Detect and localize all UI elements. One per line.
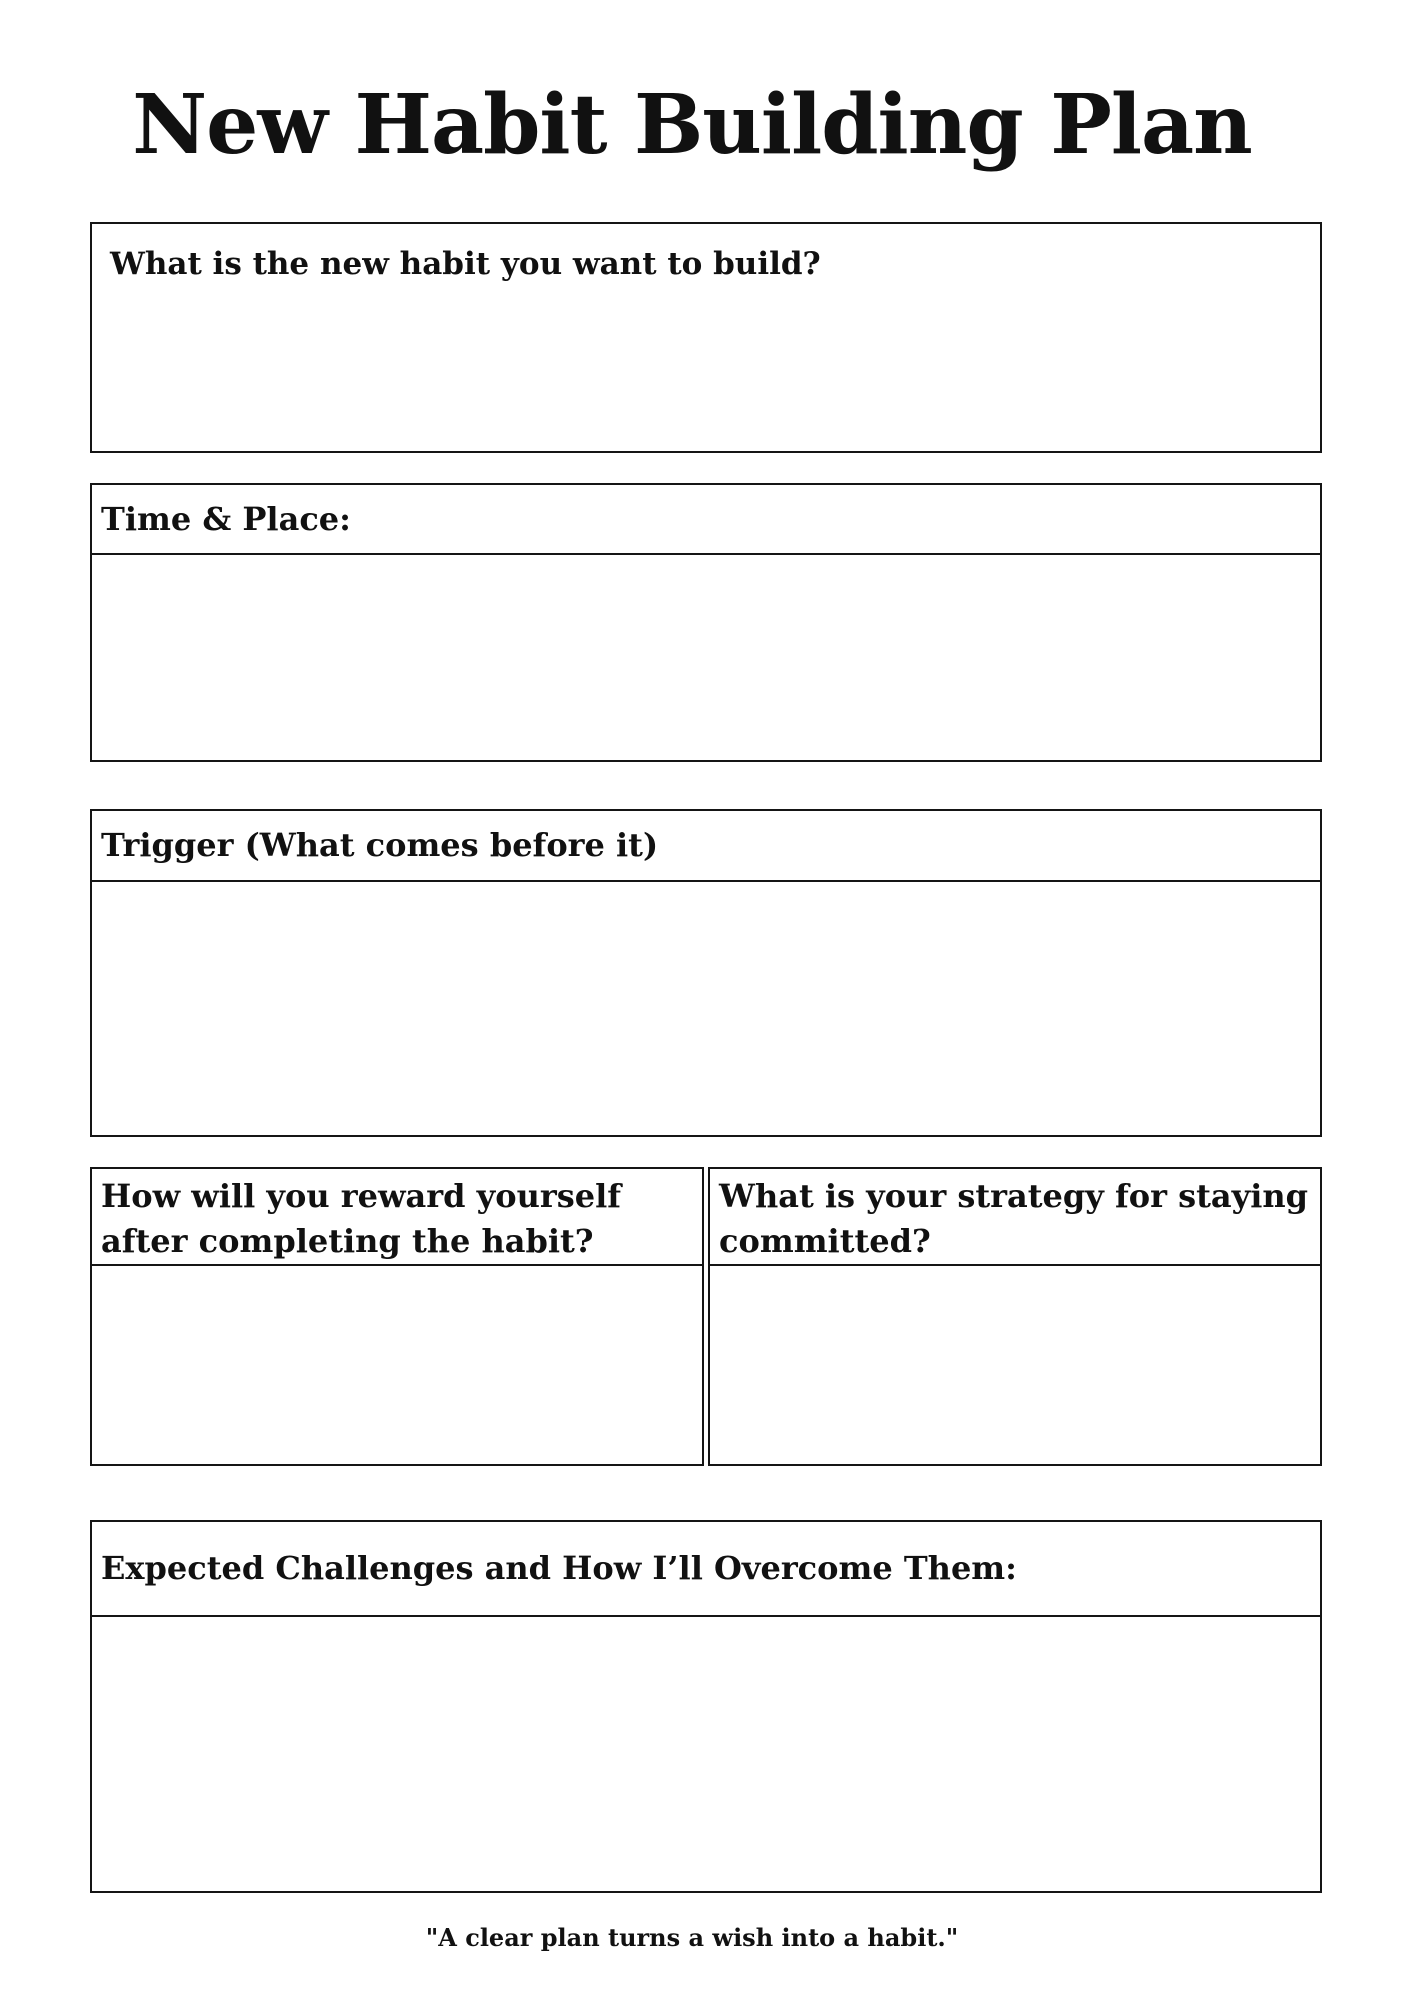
reward-question-label: How will you reward yourself after completing the habit? bbox=[92, 1169, 702, 1266]
strategy-answer-area[interactable] bbox=[710, 1266, 1320, 1464]
section-trigger bbox=[90, 809, 1322, 1137]
habit-question-label: What is the new habit you want to build? bbox=[110, 246, 821, 282]
section-time-place bbox=[90, 483, 1322, 762]
section-habit bbox=[90, 222, 1322, 453]
strategy-question-label: What is your strategy for staying committed? bbox=[710, 1169, 1320, 1266]
trigger-label: Trigger (What comes before it) bbox=[92, 811, 1320, 882]
time-place-answer-area[interactable] bbox=[92, 555, 1320, 760]
time-place-label: Time & Place: bbox=[92, 485, 1320, 555]
reward-strategy-row bbox=[90, 1167, 1322, 1466]
trigger-answer-area[interactable] bbox=[92, 882, 1320, 1135]
challenges-answer-area[interactable] bbox=[92, 1617, 1320, 1891]
section-reward bbox=[90, 1167, 704, 1466]
section-challenges bbox=[90, 1520, 1322, 1893]
footer-quote: "A clear plan turns a wish into a habit." bbox=[425, 1923, 959, 1952]
reward-answer-area[interactable] bbox=[92, 1266, 702, 1464]
challenges-label: Expected Challenges and How I’ll Overcome Them: bbox=[92, 1522, 1320, 1617]
section-strategy bbox=[708, 1167, 1322, 1466]
page-title: New Habit Building Plan bbox=[132, 77, 1252, 173]
habit-answer-area[interactable] bbox=[92, 286, 1320, 451]
